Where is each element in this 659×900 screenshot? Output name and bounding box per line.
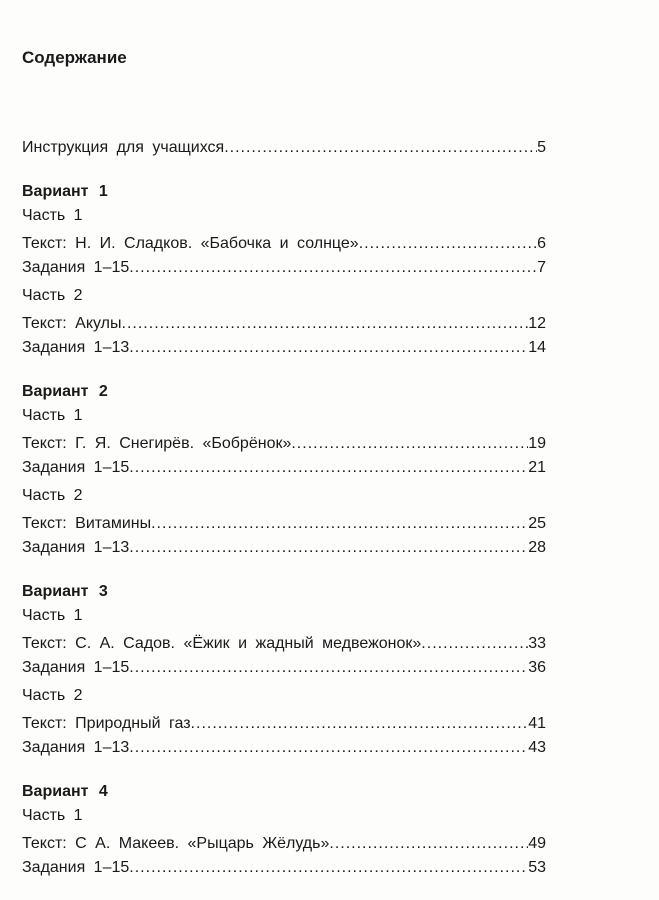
toc-entry-text bbox=[22, 712, 546, 736]
dot-leader bbox=[129, 456, 528, 480]
dot-leader bbox=[421, 632, 528, 656]
entry-label: Задания 1–13 bbox=[22, 539, 130, 556]
entry-label: Текст: С. А. Садов. «Ёжик и жадный медвежонок» bbox=[22, 635, 422, 652]
spacer bbox=[22, 880, 546, 900]
dot-leader bbox=[129, 656, 528, 680]
toc-entry-intro bbox=[22, 136, 546, 160]
entry-page: 5 bbox=[537, 139, 546, 156]
toc-entry-text bbox=[22, 632, 546, 656]
entry-label: Задания 1–15 bbox=[22, 859, 130, 876]
dot-leader bbox=[329, 832, 528, 856]
toc-entry-text bbox=[22, 432, 546, 456]
entry-label: Текст: Природный газ bbox=[22, 715, 191, 732]
toc-entry-tasks bbox=[22, 456, 546, 480]
page-title: Содержание bbox=[22, 48, 127, 67]
toc-entry-text bbox=[22, 832, 546, 856]
part-heading: Часть 1 bbox=[22, 807, 83, 824]
variant-heading: Вариант 3 bbox=[22, 583, 108, 600]
entry-page: 53 bbox=[528, 859, 546, 876]
spacer bbox=[22, 760, 546, 780]
entry-page: 14 bbox=[528, 339, 546, 356]
dot-leader bbox=[359, 232, 537, 256]
dot-leader bbox=[129, 736, 528, 760]
entry-page: 49 bbox=[528, 835, 546, 852]
entry-label: Задания 1–15 bbox=[22, 259, 130, 276]
variant-heading: Вариант 4 bbox=[22, 783, 108, 800]
table-of-contents bbox=[22, 136, 546, 900]
entry-page: 43 bbox=[528, 739, 546, 756]
dot-leader bbox=[224, 136, 537, 160]
toc-entry-tasks bbox=[22, 856, 546, 880]
toc-entry-tasks bbox=[22, 656, 546, 680]
entry-label: Задания 1–13 bbox=[22, 339, 130, 356]
entry-page: 41 bbox=[528, 715, 546, 732]
variant-heading: Вариант 2 bbox=[22, 383, 108, 400]
entry-label: Текст: Н. И. Сладков. «Бабочка и солнце» bbox=[22, 235, 359, 252]
dot-leader bbox=[129, 256, 537, 280]
entry-label: Текст: Акулы bbox=[22, 315, 122, 332]
part-heading: Часть 1 bbox=[22, 207, 83, 224]
entry-label: Задания 1–15 bbox=[22, 459, 130, 476]
dot-leader bbox=[122, 312, 529, 336]
spacer bbox=[22, 560, 546, 580]
toc-entry-tasks bbox=[22, 736, 546, 760]
dot-leader bbox=[191, 712, 529, 736]
spacer bbox=[22, 360, 546, 380]
dot-leader bbox=[151, 512, 528, 536]
entry-label: Текст: С А. Макеев. «Рыцарь Жёлудь» bbox=[22, 835, 330, 852]
entry-page: 36 bbox=[528, 659, 546, 676]
entry-page: 21 bbox=[528, 459, 546, 476]
entry-page: 7 bbox=[537, 259, 546, 276]
entry-page: 25 bbox=[528, 515, 546, 532]
part-heading: Часть 2 bbox=[22, 487, 83, 504]
part-heading: Часть 1 bbox=[22, 607, 83, 624]
entry-label: Текст: Витамины bbox=[22, 515, 152, 532]
entry-page: 12 bbox=[528, 315, 546, 332]
toc-entry-tasks bbox=[22, 336, 546, 360]
entry-label: Задания 1–15 bbox=[22, 659, 130, 676]
part-heading: Часть 1 bbox=[22, 407, 83, 424]
entry-page: 28 bbox=[528, 539, 546, 556]
entry-label: Инструкция для учащихся bbox=[22, 139, 225, 156]
dot-leader bbox=[291, 432, 528, 456]
variant-heading: Вариант 1 bbox=[22, 183, 108, 200]
entry-label: Задания 1–13 bbox=[22, 739, 130, 756]
toc-entry-text bbox=[22, 232, 546, 256]
toc-entry-tasks bbox=[22, 536, 546, 560]
toc-entry-text bbox=[22, 512, 546, 536]
dot-leader bbox=[129, 336, 528, 360]
entry-page: 6 bbox=[537, 235, 546, 252]
toc-entry-tasks bbox=[22, 256, 546, 280]
dot-leader bbox=[129, 536, 528, 560]
dot-leader bbox=[129, 856, 528, 880]
entry-page: 19 bbox=[528, 435, 546, 452]
entry-page: 33 bbox=[528, 635, 546, 652]
entry-label: Текст: Г. Я. Снегирёв. «Бобрёнок» bbox=[22, 435, 292, 452]
part-heading: Часть 2 bbox=[22, 287, 83, 304]
part-heading: Часть 2 bbox=[22, 687, 83, 704]
toc-entry-text bbox=[22, 312, 546, 336]
